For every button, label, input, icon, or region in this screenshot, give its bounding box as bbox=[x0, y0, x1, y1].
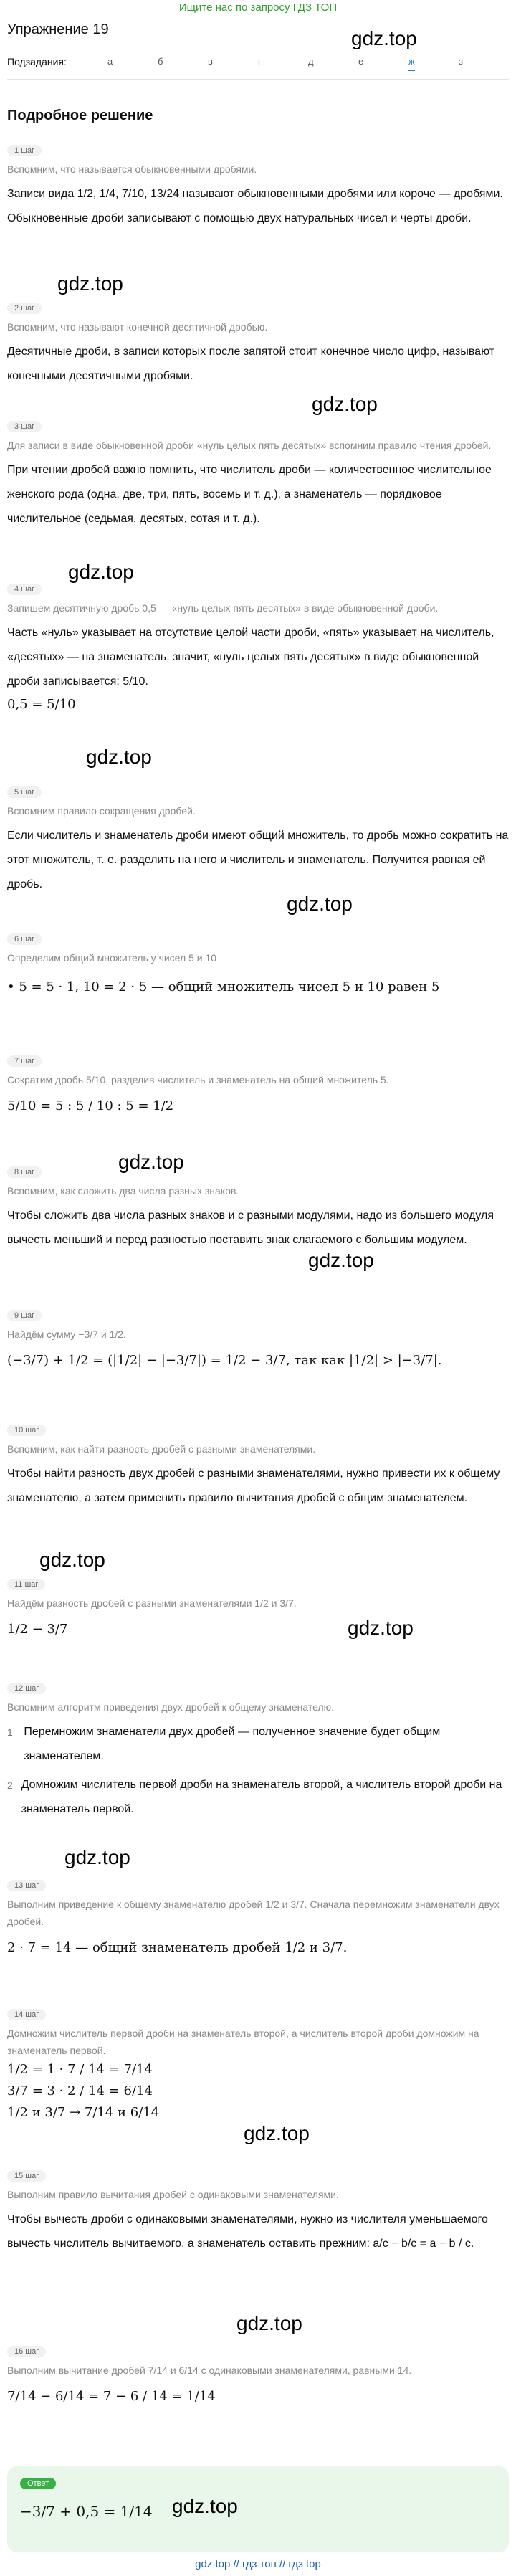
step-intro: Запишем десятичную дробь 0,5 — «нуль целых пять десятых» в виде обыкновенной дроби. bbox=[7, 602, 439, 614]
tab-b[interactable]: б bbox=[158, 56, 163, 67]
step-math: (−3/7) + 1/2 = (|1/2| − |−3/7|) = 1/2 − 3/7, так как |1/2| > |−3/7|. bbox=[7, 1353, 442, 1368]
step-pill: 5 шаг bbox=[7, 786, 42, 798]
step-9 bbox=[7, 1308, 509, 1372]
step-intro: Вспомним правило сокращения дробей. bbox=[7, 805, 196, 817]
step-intro: Вспомним алгоритм приведения двух дробей к общему знаменателю. bbox=[7, 1701, 335, 1713]
step-math: 0,5 = 5/10 bbox=[7, 697, 76, 712]
step-math: 7/14 − 6/14 = 7 − 6 / 14 = 1/14 bbox=[7, 2389, 216, 2404]
step-12 bbox=[7, 1681, 509, 1822]
step-pill: 9 шаг bbox=[7, 1310, 42, 1321]
step-pill: 6 шаг bbox=[7, 933, 42, 945]
step-body: Чтобы найти разность двух дробей с разными знаменателями, нужно привести их к общему знаменателю, а затем применить правило вычитания дробей с общим знаменателем. bbox=[7, 1468, 500, 1504]
answer-box bbox=[7, 2466, 509, 2552]
step-4 bbox=[7, 582, 509, 716]
step-intro: Выполним правило вычитания дробей с одинаковыми знаменателями. bbox=[7, 2189, 339, 2200]
watermark: gdz.top bbox=[351, 27, 417, 49]
step-pill: 2 шаг bbox=[7, 303, 42, 314]
step-13 bbox=[7, 1878, 509, 1959]
step-math: 2 · 7 = 14 — общий знаменатель дробей 1/2 и 3/7. bbox=[7, 1940, 348, 1955]
step-pill: 10 шаг bbox=[7, 1425, 46, 1436]
step-intro: Вспомним, что называется обыкновенными дробями. bbox=[7, 163, 257, 175]
step-3 bbox=[7, 419, 509, 531]
step-11 bbox=[7, 1577, 509, 1640]
step-6 bbox=[7, 932, 509, 998]
top-banner[interactable]: Ищите нас по запросу ГДЗ ТОП bbox=[178, 1, 338, 14]
step-intro: Для записи в виде обыкновенной дроби «нуль целых пять десятых» вспомним правило чтения дробей. bbox=[7, 439, 492, 451]
step-10 bbox=[7, 1423, 509, 1511]
step-body: При чтении дробей важно помнить, что числитель дроби — количественное числительное женского рода (одна, две, три, пять, восемь и т. д.), а знаменатель — порядковое числительное (седьмая, десятых, сотая и т. д.). bbox=[7, 464, 492, 525]
step-math: 1/2 = 1 · 7 / 14 = 7/14 bbox=[7, 2062, 153, 2077]
step-pill: 11 шаг bbox=[7, 1579, 45, 1590]
step-pill: 16 шаг bbox=[7, 2346, 46, 2357]
tab-d[interactable]: д bbox=[308, 56, 314, 67]
answer-pill: Ответ bbox=[20, 2478, 56, 2489]
tab-z[interactable]: з bbox=[459, 56, 463, 67]
watermark: gdz.top bbox=[118, 1151, 184, 1173]
step-intro: Вспомним, как найти разность дробей с разными знаменателями. bbox=[7, 1443, 316, 1455]
watermark: gdz.top bbox=[244, 2122, 310, 2144]
step-2 bbox=[7, 301, 509, 389]
page-title: Упражнение 19 bbox=[7, 22, 109, 37]
watermark: gdz.top bbox=[236, 2312, 302, 2334]
step-intro: Домножим числитель первой дроби на знаменатель второй, а числитель второй дроби домножим на знаменатель первой. bbox=[7, 2028, 479, 2056]
step-intro: Найдём сумму −3/7 и 1/2. bbox=[7, 1329, 126, 1340]
watermark: gdz.top bbox=[39, 1549, 105, 1571]
list-item: 1 Перемножим знаменатели двух дробей — полученное значение будет общим знаменателем. bbox=[7, 1726, 441, 1762]
step-15 bbox=[7, 2169, 509, 2256]
watermark: gdz.top bbox=[348, 1617, 414, 1639]
list-item: 2 Домножим числитель первой дроби на знаменатель второй, а числитель второй дроби на знаменатель первой. bbox=[7, 1779, 502, 1815]
step-pill: 12 шаг bbox=[7, 1683, 46, 1694]
step-pill: 3 шаг bbox=[7, 421, 42, 432]
step-intro: Найдём разность дробей с разными знаменателями 1/2 и 3/7. bbox=[7, 1597, 297, 1609]
step-pill: 7 шаг bbox=[7, 1055, 42, 1067]
step-pill: 1 шаг bbox=[7, 145, 42, 156]
watermark: gdz.top bbox=[86, 746, 152, 768]
tab-v[interactable]: в bbox=[208, 56, 213, 67]
answer-math: −3/7 + 0,5 = 1/14 bbox=[20, 2503, 153, 2520]
footer-links[interactable]: gdz top // гдз топ // гдз top bbox=[195, 2558, 321, 2570]
step-16 bbox=[7, 2344, 509, 2408]
watermark: gdz.top bbox=[172, 2495, 238, 2517]
tab-zh[interactable]: ж bbox=[408, 56, 415, 71]
step-math: 1/2 − 3/7 bbox=[7, 1622, 68, 1637]
watermark: gdz.top bbox=[312, 393, 378, 415]
step-intro: Выполним вычитание дробей 7/14 и 6/14 с одинаковыми знаменателями, равными 14. bbox=[7, 2364, 412, 2376]
subnav-divider bbox=[7, 79, 509, 80]
step-math: 5/10 = 5 : 5 / 10 : 5 = 1/2 bbox=[7, 1098, 174, 1113]
step-8 bbox=[7, 1165, 509, 1253]
watermark: gdz.top bbox=[68, 561, 134, 583]
watermark: gdz.top bbox=[64, 1846, 130, 1868]
step-math: 3/7 = 3 · 2 / 14 = 6/14 bbox=[7, 2083, 153, 2099]
step-pill: 15 шаг bbox=[7, 2170, 46, 2182]
watermark: gdz.top bbox=[308, 1249, 374, 1271]
step-intro: Сократим дробь 5/10, разделив числитель и знаменатель на общий множитель 5. bbox=[7, 1074, 389, 1085]
step-intro: Определим общий множитель у чисел 5 и 10 bbox=[7, 952, 217, 964]
section-title: Подробное решение bbox=[7, 108, 153, 123]
step-body: Если числитель и знаменатель дроби имеют общий множитель, то дробь можно сократить на этот множитель, т. е. разделить на него и числитель и знаменатель. Получится равная ей дробь. bbox=[7, 830, 509, 890]
tab-e[interactable]: е bbox=[358, 56, 364, 67]
step-math: 1/2 и 3/7 → 7/14 и 6/14 bbox=[7, 2105, 160, 2120]
watermark: gdz.top bbox=[287, 893, 353, 915]
step-pill: 14 шаг bbox=[7, 2009, 46, 2020]
watermark: gdz.top bbox=[57, 272, 123, 295]
step-body: Чтобы вычесть дроби с одинаковыми знаменателями, нужно из числителя уменьшаемого вычесть числитель вычитаемого, а знаменатель оставить прежним: a/c − b/c = a − b / c. bbox=[7, 2213, 488, 2250]
step-body: Чтобы сложить два числа разных знаков и с разными модулями, надо из большего модуля вычесть меньший и перед разностью поставить знак слагаемого с большим модулем. bbox=[7, 1209, 494, 1246]
tab-g[interactable]: г bbox=[258, 56, 262, 67]
subtasks-label: Подзадания: bbox=[7, 56, 67, 67]
step-pill: 8 шаг bbox=[7, 1166, 42, 1178]
step-14 bbox=[7, 2007, 509, 2124]
tab-a[interactable]: а bbox=[108, 56, 113, 67]
step-body: Десятичные дроби, в записи которых после запятой стоит конечное число цифр, называют конечными десятичными дробями. bbox=[7, 346, 495, 382]
subtasks-nav bbox=[7, 56, 509, 77]
step-body: Записи вида 1/2, 1/4, 7/10, 13/24 называют обыкновенными дробями или короче — дробями. Обыкновенные дроби записывают с помощью двух натуральных чисел и черты дроби. bbox=[7, 188, 503, 224]
step-body: Часть «нуль» указывает на отсутствие целой части дроби, «пять» указывает на числитель, «десятых» — на знаменатель, значит, «нуль целых пять десятых» в виде обыкновенной дроби записывается: 5/10. bbox=[7, 627, 494, 688]
step-7 bbox=[7, 1054, 509, 1117]
step-intro: Вспомним, как сложить два числа разных знаков. bbox=[7, 1185, 239, 1197]
step-math: • 5 = 5 · 1, 10 = 2 · 5 — общий множитель чисел 5 и 10 равен 5 bbox=[7, 979, 440, 994]
step-pill: 4 шаг bbox=[7, 584, 42, 595]
step-5 bbox=[7, 785, 509, 897]
step-intro: Вспомним, что называют конечной десятичной дробью. bbox=[7, 321, 268, 333]
step-pill: 13 шаг bbox=[7, 1880, 46, 1891]
step-intro: Выполним приведение к общему знаменателю дробей 1/2 и 3/7. Сначала перемножим знаменатели двух дробей. bbox=[7, 1898, 500, 1927]
step-1 bbox=[7, 143, 509, 231]
